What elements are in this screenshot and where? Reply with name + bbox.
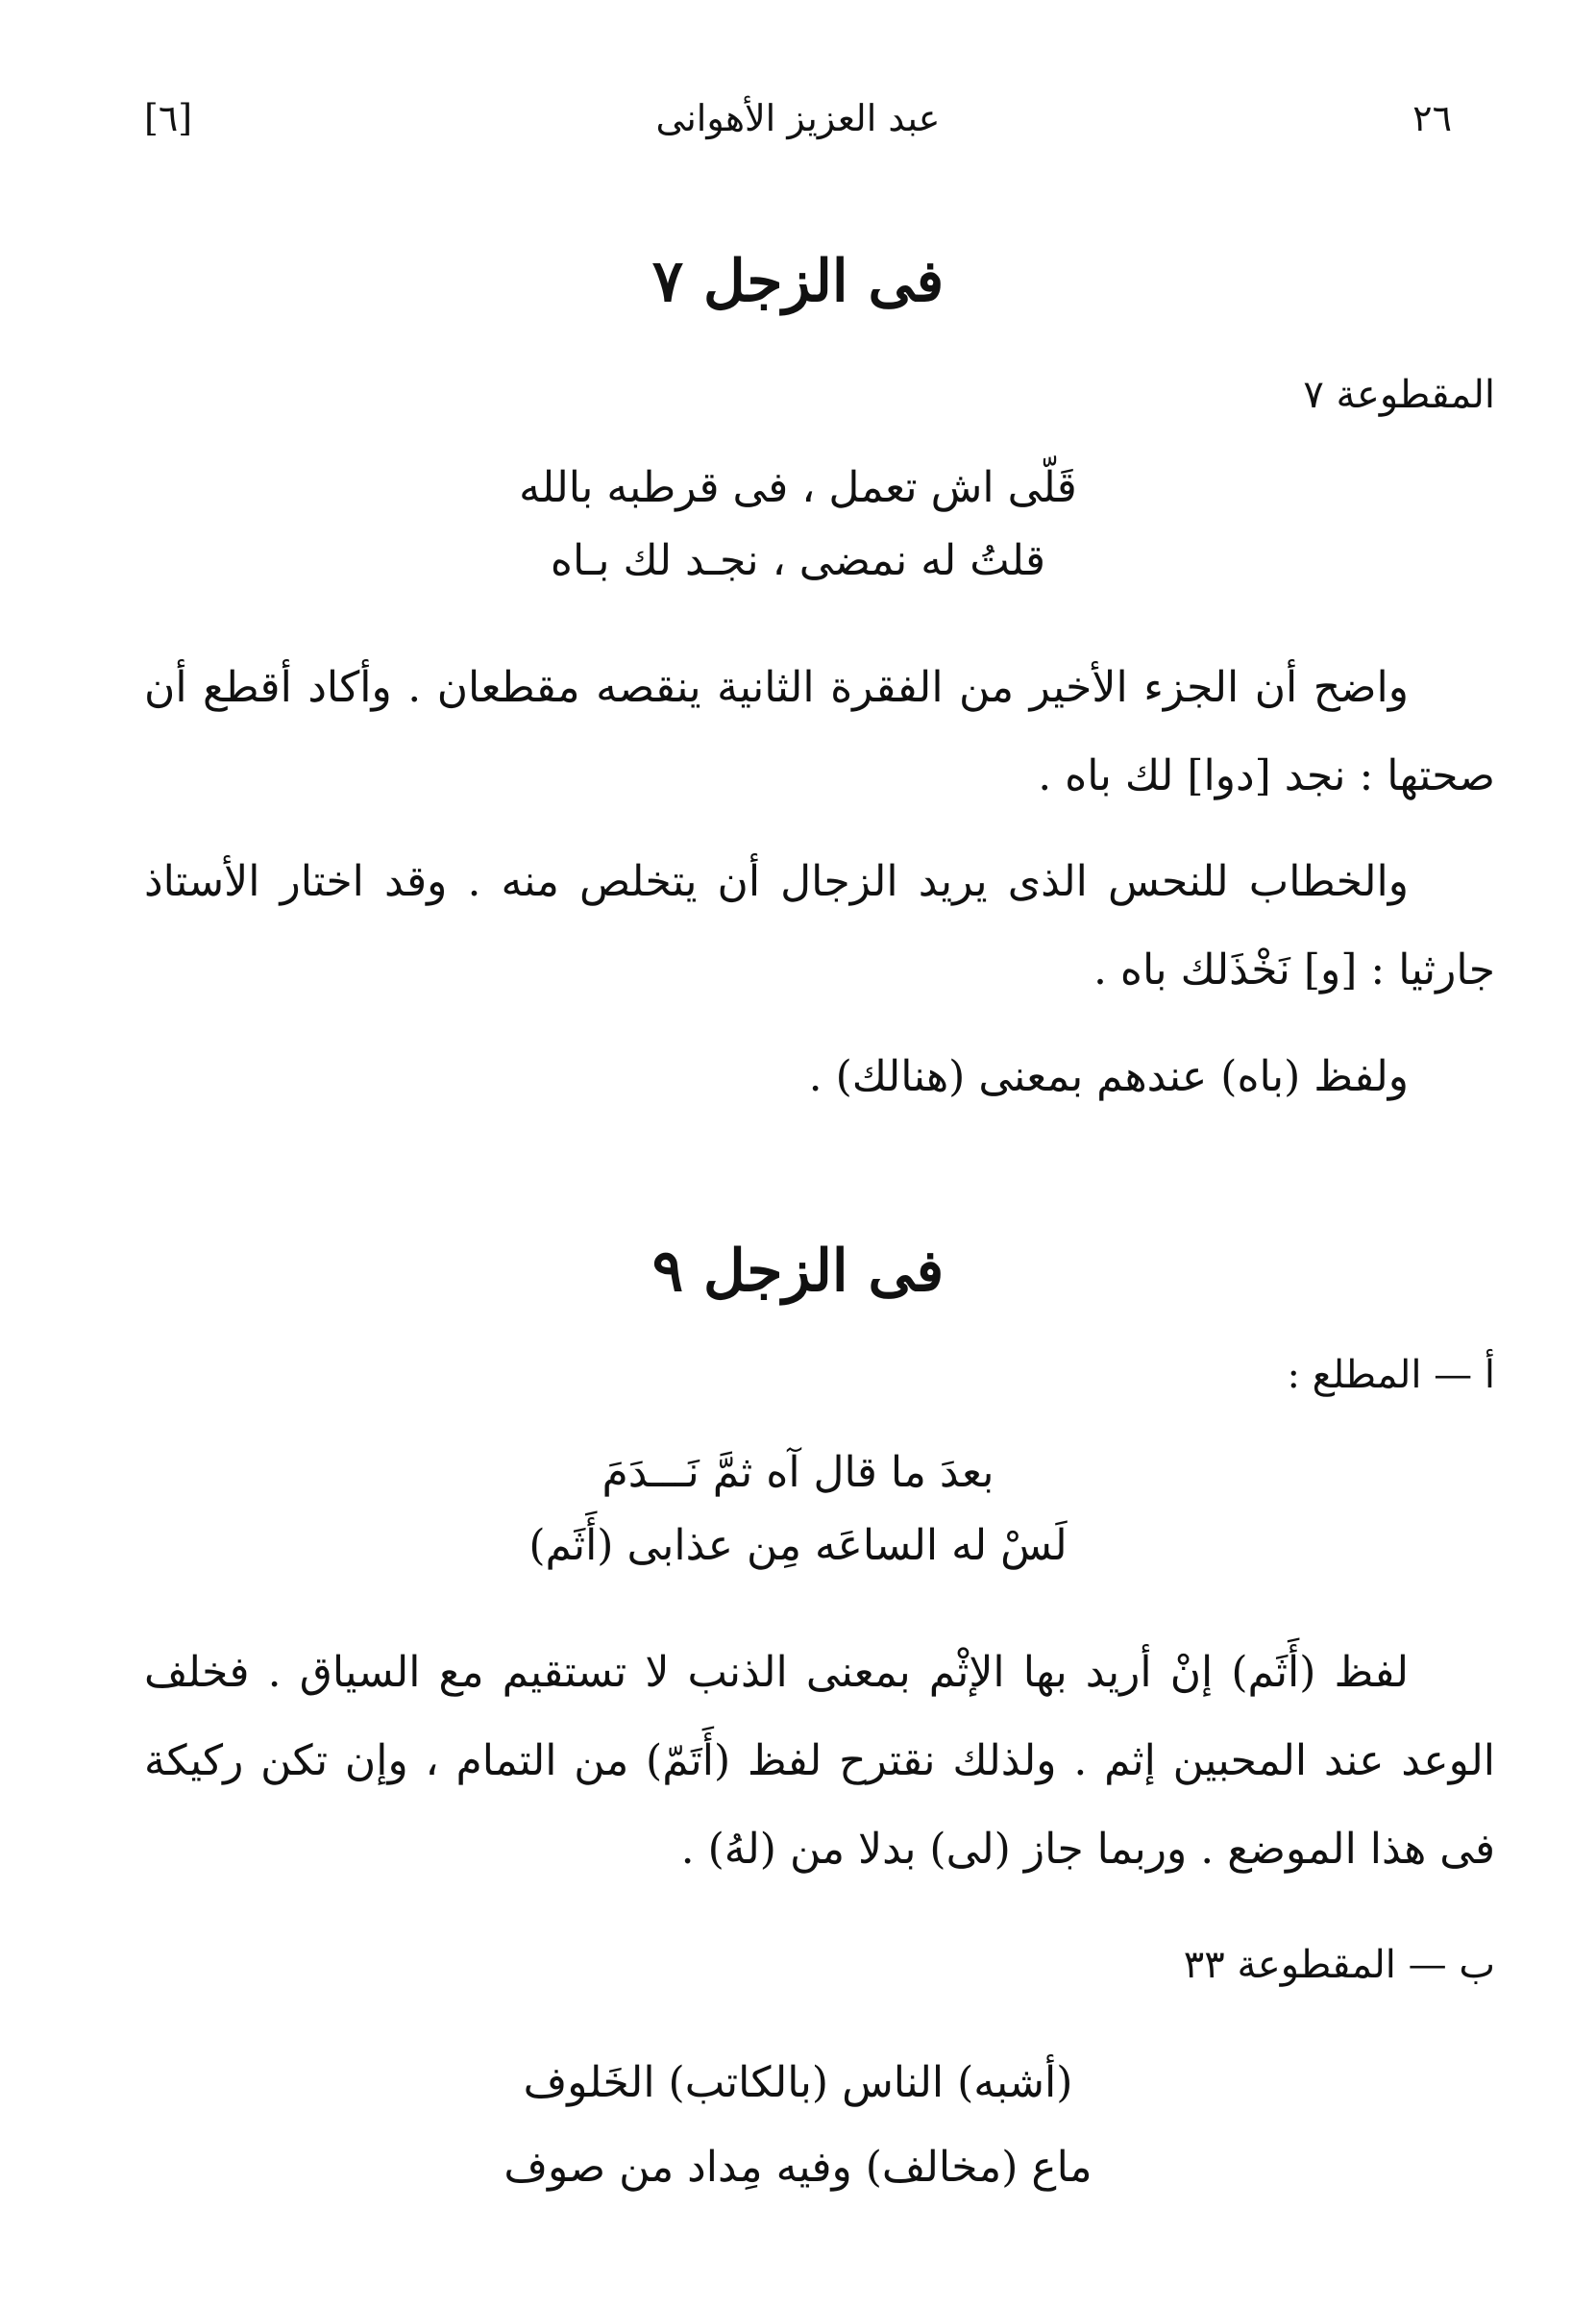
verse-line: بعدَ ما قال آه ثمَّ نَـــدَمَ: [602, 1448, 994, 1497]
paragraph: والخطاب للنحس الذى يريد الزجال أن يتخلص منه . وقد اختار الأستاذ جارثيا : [و] نَخْذَلك باه .: [144, 857, 1495, 994]
section-heading-1: فى الزجل ٧: [651, 248, 945, 315]
section-label-1: المقطوعة ٧: [1303, 373, 1495, 417]
paragraph: لفظ (أَثَم) إنْ أريد بها الإثْم بمعنى الذنب لا تستقيم مع السياق . فخلف الوعد عند المحبين إثم . ولذلك نقترح لفظ (أَتَمّ) من التمام ، وإن تكن ركيكة فى هذا الموضع . وربما جاز (لى) بدلا من (لهُ) .: [144, 1648, 1495, 1874]
verse-line: قلتُ له نمضى ، نجـد لك بـاه: [550, 536, 1046, 585]
subsection-label-b: ب — المقطوعة ٣٣: [1183, 1943, 1495, 1987]
subsection-label-a: أ — المطلع :: [1287, 1353, 1495, 1397]
verse-block-2: [0, 1436, 1596, 1583]
paragraph: ولفظ (باه) عندهم بمعنى (هنالك) .: [808, 1052, 1409, 1101]
verse-line: (أشبه) الناس (بالكاتب) الخَلوف: [523, 2058, 1073, 2107]
verse-line: قَلّى اش تعمل ، فى قرطبه بالله: [519, 463, 1077, 512]
verse-block-1: [0, 452, 1596, 598]
section-heading-2: فى الزجل ٩: [651, 1238, 945, 1305]
verse-line: لَسْ له الساعَه مِن عذابى (أَثَم): [528, 1521, 1068, 1570]
page-header: [144, 85, 1452, 152]
verse-line: ماع (مخالف) وفيه مِداد من صوف: [503, 2143, 1093, 2192]
paragraph: واضح أن الجزء الأخير من الفقرة الثانية ينقصه مقطعان . وأكاد أقطع أن صحتها : نجد [دوا] لك باه .: [144, 663, 1495, 800]
section-marker: [٦]: [144, 97, 193, 139]
page-number: ٢٦: [1412, 97, 1452, 139]
verse-block-3: [0, 2047, 1596, 2204]
running-title: عبد العزيز الأهوانى: [655, 97, 941, 139]
